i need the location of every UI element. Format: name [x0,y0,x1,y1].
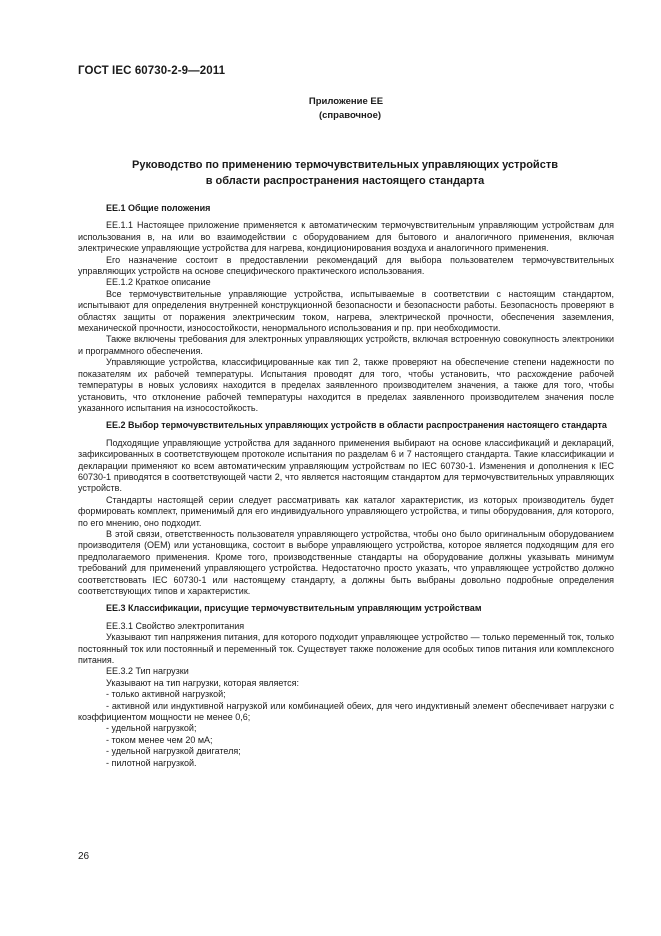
paragraph: Стандарты настоящей серии следует рассматривать как каталог характеристик, из которых производитель будет формировать комплект, применимый для его индивидуального управляющего устройства, и типы оборудования, для которого, по его мнению, оно подходит. [78,494,614,528]
paragraph: В этой связи, ответственность пользователя управляющего устройства, чтобы оно было оригинальным оборудованием производителя (OEM) или установщика, состоит в выборе управляющего устройства, которое является подходящим для его предполагаемого применения. Кроме того, производственные стандарты на оборудование должны указывать минимум требований для применений управляющего устройства. Недостаточно просто указать, что управляющее устройство должно соответствовать IEC 60730-1 или настоящему стандарту, а должны быть выбраны довольно подробные определения соответствующих типов и характеристик. [78,528,614,596]
paragraph: Также включены требования для электронных управляющих устройств, включая встроенную совокупность электроники и программного обеспечения. [78,334,614,356]
page-number: 26 [78,851,90,862]
list-item: - активной или индуктивной нагрузкой или комбинацией обеих, для чего индуктивный элемент обеспечивает нагрузки с коэффициентом мощности не менее 0,6; [78,700,614,723]
paragraph: Указывают тип напряжения питания, для которого подходит управляющее устройство — только переменный ток, только постоянный ток или постоянный и переменный ток. Существует также положение для особых типов питания или комплексного питания. [78,632,614,666]
list-item: - пилотной нагрузкой. [106,757,197,768]
list-item: - током менее чем 20 мА; [106,734,213,745]
paragraph: Указывают на тип нагрузки, которая является: [106,677,299,688]
list-item: - удельной нагрузкой; [106,723,197,734]
paragraph: Его назначение состоит в предоставлении рекомендаций для выбора пользователем термочувствительных управляющих устройств на основе специфического практического использования. [78,254,614,277]
paragraph: Управляющие устройства, классифицированные как тип 2, также проверяют на обеспечение степени надежности по показателям их рабочей температуры. Испытания проводят для того, чтобы установить, что расхождение рабочей температуры в новых условиях находится в пределах заявленного производителем значения, а также для того, чтобы установить, что отклонение рабочей температуры находится в пределах заявленного производителем значения после указанного испытания на износостойкость. [78,357,614,413]
title-line-1: Руководство по применению термочувствительных управляющих устройств [132,159,558,171]
list-item: - только активной нагрузкой; [106,689,226,700]
paragraph: ЕЕ.1.1 Настоящее приложение применяется к автоматическим термочувствительным управляющим устройствам для использования в, на или во взаимодействии с оборудованием для бытового и аналогичного применения, включая электрические управляющие устройства для нагрева, кондиционирования воздуха и аналогичного применения. [78,220,614,254]
annex-title: Приложение ЕЕ [308,96,384,107]
paragraph: Подходящие управляющие устройства для заданного применения выбирают на основе классификаций и деклараций, зафиксированных в соответствующем протоколе испытания по разделам 6 и 7 настоящего стандарта. Такие классификации и декларации применяют ко всем автоматическим управляющим устройствам по IEC 60730-1. Изменения и дополнения к IEC 60730-1 приводятся в соответствующей части 2, что является настоящим стандартом для термочувствительных управляющих устройств. [78,437,614,494]
title-line-2: в области распространения настоящего стандарта [205,175,485,187]
list-item: - удельной нагрузкой двигателя; [106,746,241,757]
document-body [78,197,614,769]
paragraph: Все термочувствительные управляющие устройства, испытываемые в соответствии с настоящим стандартом, испытывают для определения внутренней конструкционной безопасности и безопасности работы. Безопасность проверяют в областях защиты от поражения электрическим током, нагрева, электрической прочности, обеспечения заземления, механической прочности, износостойкости, ненормального использования и пр. при необходимости. [78,288,614,334]
section-heading-ee3: ЕЕ.3 Классификации, присущие термочувствительным управляющим устройствам [106,603,482,614]
section-heading-ee2: ЕЕ.2 Выбор термочувствительных управляющих устройств в области распространения настоящего стандарта [106,420,607,431]
subsection-heading: ЕЕ.3.2 Тип нагрузки [106,666,189,677]
subsection-heading: ЕЕ.1.2 Краткое описание [106,277,211,288]
section-heading-ee1: ЕЕ.1 Общие положения [106,203,211,213]
document-title [110,157,580,189]
standard-header: ГОСТ IEC 60730-2-9—2011 [78,65,226,77]
subsection-heading: ЕЕ.3.1 Свойство электропитания [106,620,245,631]
annex-type: (справочное) [318,110,382,121]
